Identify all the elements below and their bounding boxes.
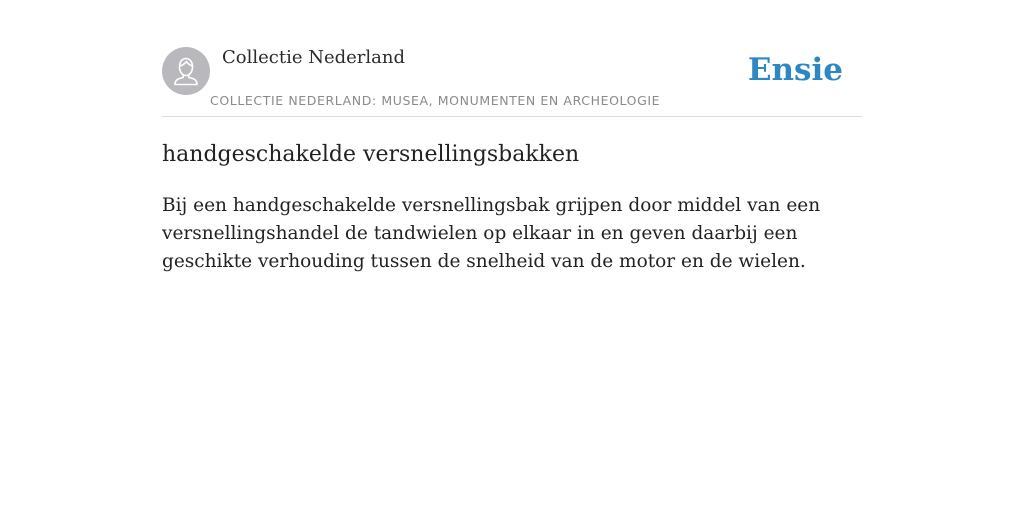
entry-title: handgeschakelde versnellingsbakken xyxy=(162,142,580,167)
avatar[interactable] xyxy=(162,47,210,95)
entry-description: Bij een handgeschakelde versnellingsbak grijpen door middel van een versnellingshandel de tandwielen op elkaar in en geven daarbij een geschikte verhouding tussen de snelheid van de motor en de wielen. xyxy=(162,195,821,272)
user-silhouette-icon xyxy=(162,47,210,95)
ensie-logo[interactable]: Ensie xyxy=(747,52,843,88)
author-name-link[interactable]: Collectie Nederland xyxy=(222,47,406,68)
author-header xyxy=(162,46,862,117)
author-subtitle: COLLECTIE NEDERLAND: MUSEA, MONUMENTEN EN ARCHEOLOGIE xyxy=(210,93,661,108)
